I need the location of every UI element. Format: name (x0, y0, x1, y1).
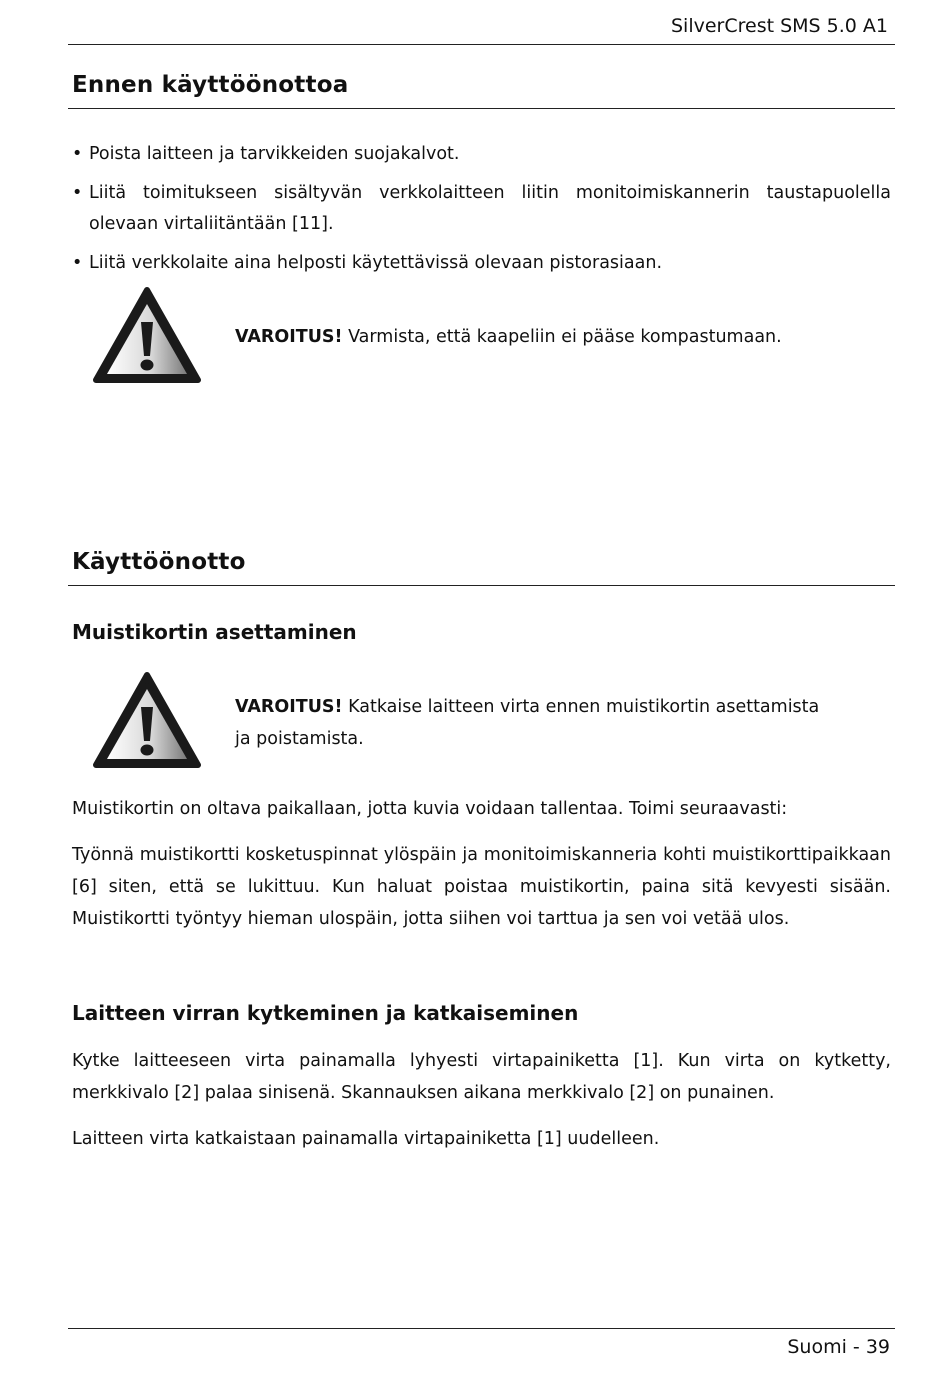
page-number: 39 (865, 1336, 890, 1358)
list-item (72, 248, 891, 279)
subsection-title-power: Laitteen virran kytkeminen ja katkaiseminen (72, 1001, 579, 1025)
section-rule (68, 108, 895, 109)
list-item-text: Liitä verkkolaite aina helposti käytettävissä olevaan pistorasiaan. (89, 253, 663, 273)
section-rule (68, 585, 895, 586)
warning-text: Katkaise laitteen virta ennen muistikortin asettamista ja poistamista. (235, 697, 820, 749)
warning-triangle-icon (92, 286, 202, 384)
header-rule (68, 44, 895, 45)
warning-triangle-icon (92, 671, 202, 769)
paragraph: Laitteen virta katkaistaan painamalla virtapainiketta [1] uudelleen. (72, 1129, 660, 1149)
subsection-title-memory-card: Muistikortin asettaminen (72, 620, 357, 644)
footer-separator: - (852, 1336, 860, 1358)
list-item (72, 139, 891, 170)
paragraph: Muistikortin on oltava paikallaan, jotta kuvia voidaan tallentaa. Toimi seuraavasti: (72, 799, 788, 819)
paragraph: Kytke laitteeseen virta painamalla lyhyesti virtapainiketta [1]. Kun virta on kytketty, merkkivalo [2] palaa sinisenä. Skannauksen aikana merkkivalo [2] on punainen. (72, 1051, 891, 1103)
warning-message (235, 321, 835, 353)
bullet-icon: • (72, 183, 83, 203)
section-title-commissioning: Käyttöönotto (72, 549, 246, 575)
bullet-icon: • (72, 144, 83, 164)
section-title-before-use: Ennen käyttöönottoa (72, 72, 349, 98)
list-item (72, 178, 891, 240)
paragraph: Työnnä muistikortti kosketuspinnat ylöspäin ja monitoimiskanneria kohti muistikorttipaikkaan [6] siten, että se lukittuu. Kun haluat poistaa muistikortin, paina sitä kevyesti sisään. Muistikortti työntyy hieman ulospäin, jotta siihen voi tarttua ja sen voi vetää ulos. (72, 845, 891, 929)
list-item-text: Liitä toimitukseen sisältyvän verkkolaitteen liitin monitoimiskannerin taustapuolella olevaan virtaliitäntään [11]. (89, 183, 891, 234)
warning-label: VAROITUS! (235, 697, 343, 717)
warning-message (235, 691, 835, 755)
footer-rule (68, 1328, 895, 1329)
warning-text: Varmista, että kaapeliin ei pääse kompastumaan. (342, 327, 782, 347)
page-footer (787, 1333, 890, 1361)
running-header: SilverCrest SMS 5.0 A1 (671, 15, 888, 37)
list-item-text: Poista laitteen ja tarvikkeiden suojakalvot. (89, 144, 460, 164)
footer-language: Suomi (787, 1336, 847, 1358)
warning-label: VAROITUS! (235, 327, 343, 347)
bullet-icon: • (72, 253, 83, 273)
